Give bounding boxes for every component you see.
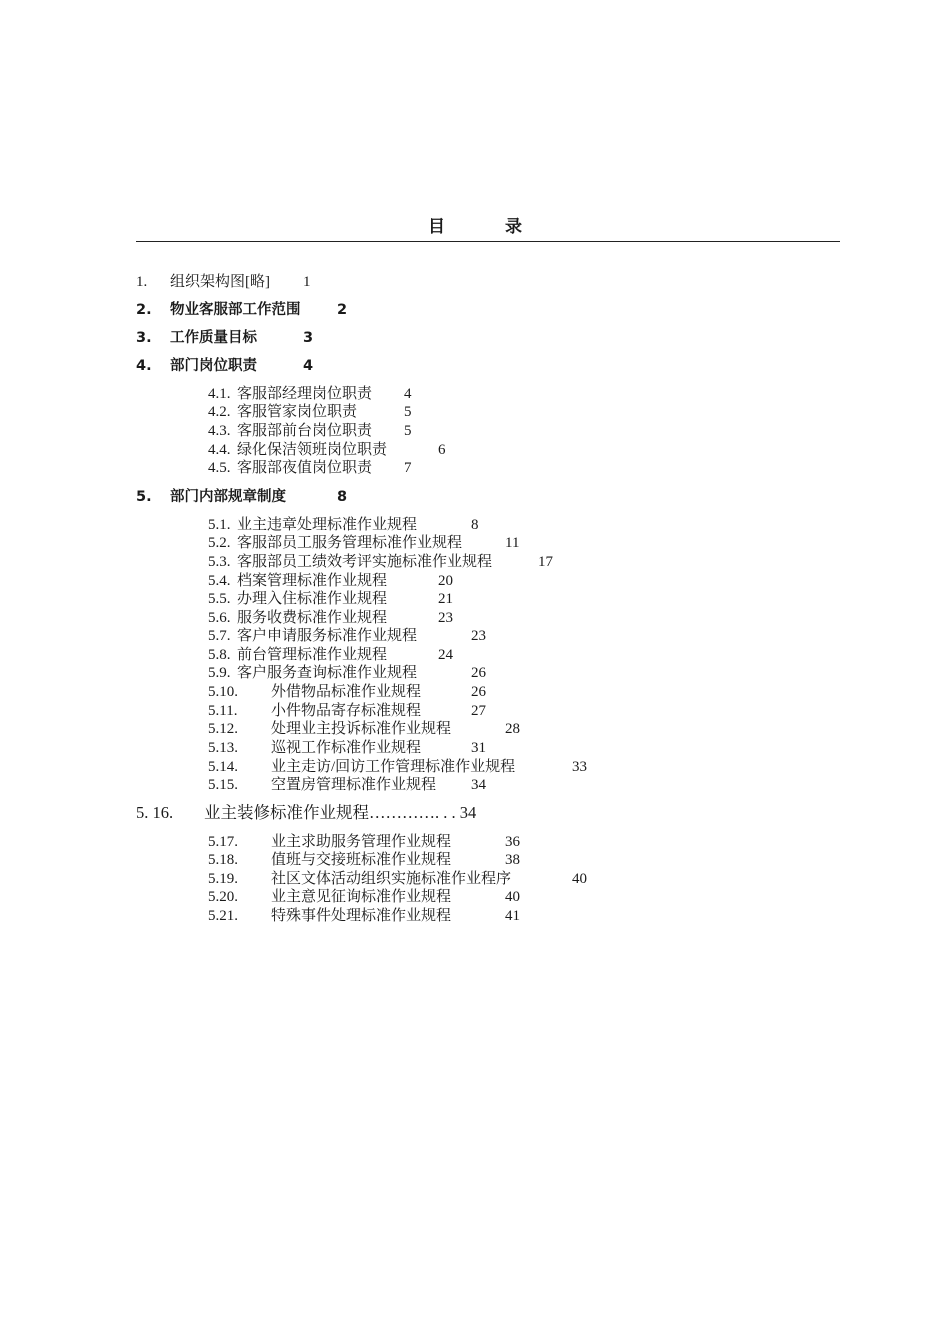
toc-text: 巡视工作标准作业规程 xyxy=(271,740,422,756)
toc-number: 5.13. xyxy=(208,740,238,756)
toc-number: 4. xyxy=(136,358,152,374)
title-right: 录 xyxy=(505,217,522,237)
toc-text: 外借物品标准作业规程 xyxy=(271,684,422,700)
toc-text: 客服部前台岗位职责 xyxy=(237,423,373,439)
toc-number: 5. xyxy=(136,489,152,505)
toc-text: 客户申请服务标准作业规程 xyxy=(237,628,418,644)
toc-page: 2 xyxy=(337,302,348,318)
page-title xyxy=(0,212,950,237)
toc-page: 7 xyxy=(404,460,412,476)
toc-page: 24 xyxy=(438,647,453,663)
toc-page: 8 xyxy=(471,517,479,533)
toc-number: 5.1. xyxy=(208,517,231,533)
toc-text: 客服部经理岗位职责 xyxy=(237,386,373,402)
toc-text: 工作质量目标 xyxy=(170,330,257,346)
toc-text: 客服管家岗位职责 xyxy=(237,404,358,420)
toc-number: 4.4. xyxy=(208,442,231,458)
toc-text: 物业客服部工作范围 xyxy=(170,302,301,318)
toc-page: 23 xyxy=(471,628,486,644)
toc-page: 38 xyxy=(505,852,520,868)
toc-number: 5.5. xyxy=(208,591,231,607)
toc-page: 27 xyxy=(471,703,486,719)
toc-page: 11 xyxy=(505,535,520,551)
toc-number: 5.21. xyxy=(208,908,238,924)
toc-number: 5.7. xyxy=(208,628,231,644)
toc-text: 业主走访/回访工作管理标准作业规程 xyxy=(271,759,516,775)
toc-number: 5.9. xyxy=(208,665,231,681)
toc-number: 5.12. xyxy=(208,721,238,737)
toc-page: 3 xyxy=(303,330,314,346)
toc-text: 客服部员工绩效考评实施标准作业规程 xyxy=(237,554,493,570)
toc-page: 1 xyxy=(303,274,311,290)
toc-text: 社区文体活动组织实施标准作业程序 xyxy=(271,871,512,887)
toc-page: 20 xyxy=(438,573,453,589)
toc-page: 23 xyxy=(438,610,453,626)
toc-text: 特殊事件处理标准作业规程 xyxy=(271,908,452,924)
toc-text: 处理业主投诉标准作业规程 xyxy=(271,721,452,737)
toc-page: 36 xyxy=(505,834,520,850)
toc-number: 5.14. xyxy=(208,759,238,775)
toc-page: 41 xyxy=(505,908,520,924)
toc-page: 40 xyxy=(572,871,587,887)
toc-text: 绿化保洁领班岗位职责 xyxy=(237,442,388,458)
toc-page: 5 xyxy=(404,423,412,439)
toc-text: 客服部员工服务管理标准作业规程 xyxy=(237,535,463,551)
toc-number: 5.15. xyxy=(208,777,238,793)
toc-number: 5.6. xyxy=(208,610,231,626)
toc-page: 28 xyxy=(505,721,520,737)
toc-number: 5.20. xyxy=(208,889,238,905)
toc-page: 8 xyxy=(337,489,348,505)
toc-number: 5.19. xyxy=(208,871,238,887)
toc-text: 小件物品寄存标准规程 xyxy=(271,703,422,719)
toc-text: 业主装修标准作业规程…………. . . 34 xyxy=(204,803,477,822)
toc-page: 5 xyxy=(404,404,412,420)
toc-text: 办理入住标准作业规程 xyxy=(237,591,388,607)
toc-page: 33 xyxy=(572,759,587,775)
toc-text: 值班与交接班标准作业规程 xyxy=(271,852,452,868)
toc-number: 5.2. xyxy=(208,535,231,551)
title-left: 目 xyxy=(428,217,445,237)
toc-page: 4 xyxy=(404,386,412,402)
toc-page: 21 xyxy=(438,591,453,607)
toc-page: 4 xyxy=(303,358,314,374)
toc-text: 业主违章处理标准作业规程 xyxy=(237,517,418,533)
toc-number: 5.11. xyxy=(208,703,238,719)
toc-text: 客服部夜值岗位职责 xyxy=(237,460,373,476)
toc-number: 5.10. xyxy=(208,684,238,700)
toc-number: 5.3. xyxy=(208,554,231,570)
toc-page: 6 xyxy=(438,442,446,458)
toc-text: 部门岗位职责 xyxy=(170,358,257,374)
toc-number: 3. xyxy=(136,330,152,346)
toc-text: 服务收费标准作业规程 xyxy=(237,610,388,626)
toc-number: 4.5. xyxy=(208,460,231,476)
toc-page: 34 xyxy=(471,777,486,793)
toc-text: 客户服务查询标准作业规程 xyxy=(237,665,418,681)
toc-page: 17 xyxy=(538,554,553,570)
toc-page: 26 xyxy=(471,665,486,681)
toc-number: 1. xyxy=(136,274,148,290)
toc-number: 4.1. xyxy=(208,386,231,402)
toc-page: 31 xyxy=(471,740,486,756)
toc-number: 2. xyxy=(136,302,152,318)
toc-text: 业主求助服务管理作业规程 xyxy=(271,834,452,850)
toc-number: 4.3. xyxy=(208,423,231,439)
toc-number: 4.2. xyxy=(208,404,231,420)
toc-page: 40 xyxy=(505,889,520,905)
toc-text: 空置房管理标准作业规程 xyxy=(271,777,437,793)
toc-number: 5.8. xyxy=(208,647,231,663)
toc-text: 前台管理标准作业规程 xyxy=(237,647,388,663)
toc-number: 5.4. xyxy=(208,573,231,589)
toc-text: 业主意见征询标准作业规程 xyxy=(271,889,452,905)
toc-text: 档案管理标准作业规程 xyxy=(237,573,388,589)
toc-number: 5.17. xyxy=(208,834,238,850)
title-divider xyxy=(136,241,840,242)
toc-text: 组织架构图[略] xyxy=(170,274,270,290)
toc-number: 5.18. xyxy=(208,852,238,868)
toc-text: 部门内部规章制度 xyxy=(170,489,286,505)
toc-page: 26 xyxy=(471,684,486,700)
toc-number: 5. 16. xyxy=(136,803,174,822)
